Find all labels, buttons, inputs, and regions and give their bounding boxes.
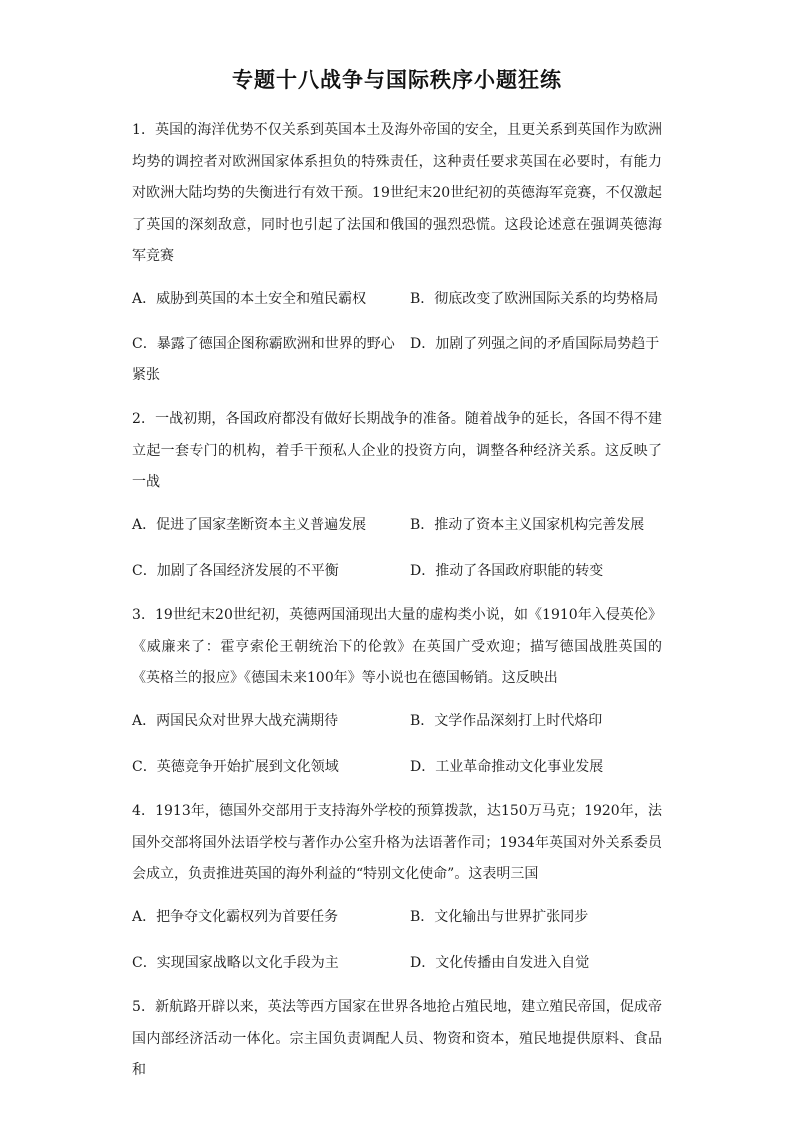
question-3-option-b: B．文学作品深刻打上时代烙印 bbox=[410, 713, 603, 729]
question-3-option-a: A．两国民众对世界大战充满期待 bbox=[132, 713, 339, 729]
question-5-stem: 5．新航路开辟以来，英法等西方国家在世界各地抢占殖民地，建立殖民帝国，促成帝国内部经济活动一体化。宗主国负责调配人员、物资和资本，殖民地提供原料、食品和 bbox=[132, 999, 662, 1078]
question-1-option-d: D．加剧了列强之间的矛盾国际局势趋于 bbox=[410, 336, 660, 352]
question-2-option-b: B．推动了资本主义国家机构完善发展 bbox=[410, 517, 645, 533]
question-4-stem: 4．1913年，德国外交部用于支持海外学校的预算拨款，达150万马克；1920年，法国外交部将国外法语学校与著作办公室升格为法语著作司；1934年英国对外关系委员会成立，负责推进英国的海外利益的“特别文化使命”。这表明三国 bbox=[132, 803, 662, 882]
question-4-option-d: D．文化传播由自发进入自觉 bbox=[410, 955, 590, 971]
question-4-option-b: B．文化输出与世界扩张同步 bbox=[410, 909, 589, 925]
question-4-option-a: A．把争夺文化霸权列为首要任务 bbox=[132, 909, 339, 925]
question-3-option-d: D．工业革命推动文化事业发展 bbox=[410, 759, 604, 775]
question-1-option-c: C．暴露了德国企图称霸欧洲和世界的野心 bbox=[132, 336, 395, 352]
question-1-stem: 1．英国的海洋优势不仅关系到英国本土及海外帝国的安全，且更关系到英国作为欧洲均势的调控者对欧洲国家体系担负的特殊责任，这种责任要求英国在必要时，有能力对欧洲大陆均势的失衡进行有效干预。19世纪末20世纪初的英德海军竞赛，不仅激起了英国的深刻敌意，同时也引起了法国和俄国的强烈恐慌。这段论述意在强调英德海军竞赛 bbox=[132, 122, 662, 264]
question-1-option-a: A．威胁到英国的本土安全和殖民霸权 bbox=[132, 291, 367, 307]
page-title: 专题十八战争与国际秩序小题狂练 bbox=[232, 68, 562, 92]
question-1-option-d-continued: 紧张 bbox=[132, 367, 160, 383]
question-3-stem: 3．19世纪末20世纪初，英德两国涌现出大量的虚构类小说，如《1910年入侵英伦》《威廉来了：霍亨索伦王朝统治下的伦敦》在英国广受欢迎；描写德国战胜英国的《英格兰的报应》《德国未来100年》等小说也在德国畅销。这反映出 bbox=[132, 607, 662, 686]
question-4-option-c: C．实现国家战略以文化手段为主 bbox=[132, 955, 339, 971]
question-3-option-c: C．英德竞争开始扩展到文化领域 bbox=[132, 759, 339, 775]
question-2-stem: 2．一战初期，各国政府都没有做好长期战争的准备。随着战争的延长，各国不得不建立起一套专门的机构，着手干预私人企业的投资方向，调整各种经济关系。这反映了一战 bbox=[132, 411, 662, 490]
question-2-option-d: D．推动了各国政府职能的转变 bbox=[410, 563, 604, 579]
question-2-option-c: C．加剧了各国经济发展的不平衡 bbox=[132, 563, 339, 579]
question-2-option-a: A．促进了国家垄断资本主义普遍发展 bbox=[132, 517, 367, 533]
question-1-option-b: B．彻底改变了欧洲国际关系的均势格局 bbox=[410, 291, 659, 307]
